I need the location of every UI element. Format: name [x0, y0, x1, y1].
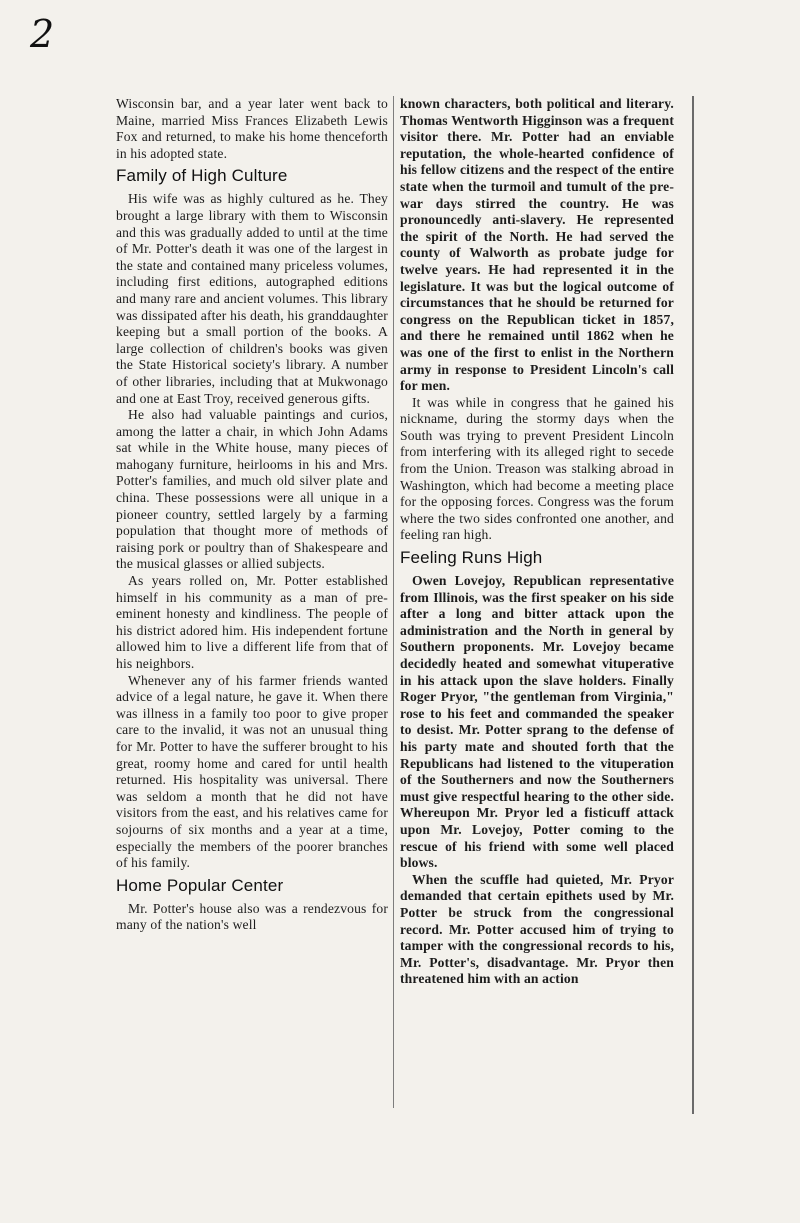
column-divider [393, 96, 394, 1108]
left-intro-paragraph: Wisconsin bar, and a year later went back to Maine, married Miss Frances Elizabeth Lewis Fox and returned, to make his home thenceforth in his adopted state. [116, 96, 388, 161]
left-paragraph-4: Whenever any of his farmer friends wanted advice of a legal nature, he gave it. When there was illness in a family too poor to give proper care to the invalid, it was not an unusual thing for Mr. Potter to have the sufferer brought to his great, roomy home and cared for until health returned. His hospitality was universal. There was seldom a month that he did not have visitors from the east, and his relatives came for sojourns of six months and a year at a time, especially the members of the poorer branches of his family. [116, 672, 388, 871]
heading-home-popular-center: Home Popular Center [116, 875, 284, 895]
right-paragraph-3: When the scuffle had quieted, Mr. Pryor demanded that certain epithets used by Mr. Potter be struck from the congressional record. Mr. Potter accused him of trying to tamper with the congressional records to his, Mr. Potter's, disadvantage. Mr. Pryor then threatened him with an action [400, 871, 674, 987]
right-column [400, 96, 674, 988]
left-paragraph-2: He also had valuable paintings and curios, among the latter a chair, in which John Adams sat while in the White house, many pieces of mahogany furniture, heirlooms in his and Mrs. Potter's families, and much old silver plate and china. These possessions were all unique in a pioneer country, settled largely by a farming population that thought more of methods of raising pork or poultry than of Shakespeare and the musical glasses or allied subjects. [116, 407, 388, 572]
left-paragraph-1: His wife was as highly cultured as he. They brought a large library with them to Wisconsin and this was gradually added to until at the time of Mr. Potter's death it was one of the largest in the state and contained many priceless volumes, including first editions, autographed editions and many rare and ancient volumes. This library was dissipated after his death, his granddaughter keeping but a small portion of the books. A large collection of children's books was given the State Historical society's library. A number of other libraries, including that at Mukwonago and one at East Troy, received generous gifts. [116, 191, 388, 406]
left-paragraph-5: Mr. Potter's house also was a rendezvous for many of the nation's well [116, 900, 388, 933]
clipping-right-edge [688, 96, 694, 1114]
right-intro-paragraph: known characters, both political and literary. Thomas Wentworth Higginson was a frequent visitor there. Mr. Potter had an enviable reputation, the whole-hearted confidence of his fellow citizens and the respect of the entire state when the turmoil and tumult of the pre-war days stirred the country. He was pronouncedly anti-slavery. He represented the spirit of the North. He had served the county of Walworth as probate judge for twelve years. He had represented it in the legislature. It was but the logical outcome of circumstances that he should be returned for congress on the Republican ticket in 1857, and there he remained until 1862 when he was one of the first to enlist in the Northern army in response to President Lincoln's call for men. [400, 96, 674, 394]
right-paragraph-2: Owen Lovejoy, Republican representative from Illinois, was the first speaker on his side after a long and bitter attack upon the administration and the North in general by Southern proponents. Mr. Lovejoy became decidedly heated and somewhat vituperative in his attack upon the slave holders. Finally Roger Pryor, "the gentleman from Virginia," rose to his feet and commanded the speaker to desist. Mr. Potter sprang to the defense of his party mate and shouted forth that the Republicans had listened to the vituperation of the Southerners and now the Southerners must give respectful hearing to the other side. Whereupon Mr. Pryor led a fisticuff attack upon Mr. Lovejoy, Potter coming to the rescue of his friend with some well placed blows. [400, 573, 674, 871]
right-paragraph-1: It was while in congress that he gained his nickname, during the stormy days when the South was trying to prevent President Lincoln from interfering with its alleged right to secede from the Union. Treason was stalking abroad in Washington, which had become a meeting place for the opposing forces. Congress was the forum where the two sides confronted one another, and feeling ran high. [400, 394, 674, 543]
page-number: 2 [30, 12, 55, 56]
left-paragraph-3: As years rolled on, Mr. Potter established himself in his community as a man of pre-eminent honesty and kindliness. The people of his district adored him. His independent fortune allowed him to live a different life from that of his neighbors. [116, 573, 388, 671]
heading-family-of-high-culture: Family of High Culture [116, 166, 288, 186]
left-column [116, 96, 388, 934]
heading-feeling-runs-high: Feeling Runs High [400, 548, 543, 568]
